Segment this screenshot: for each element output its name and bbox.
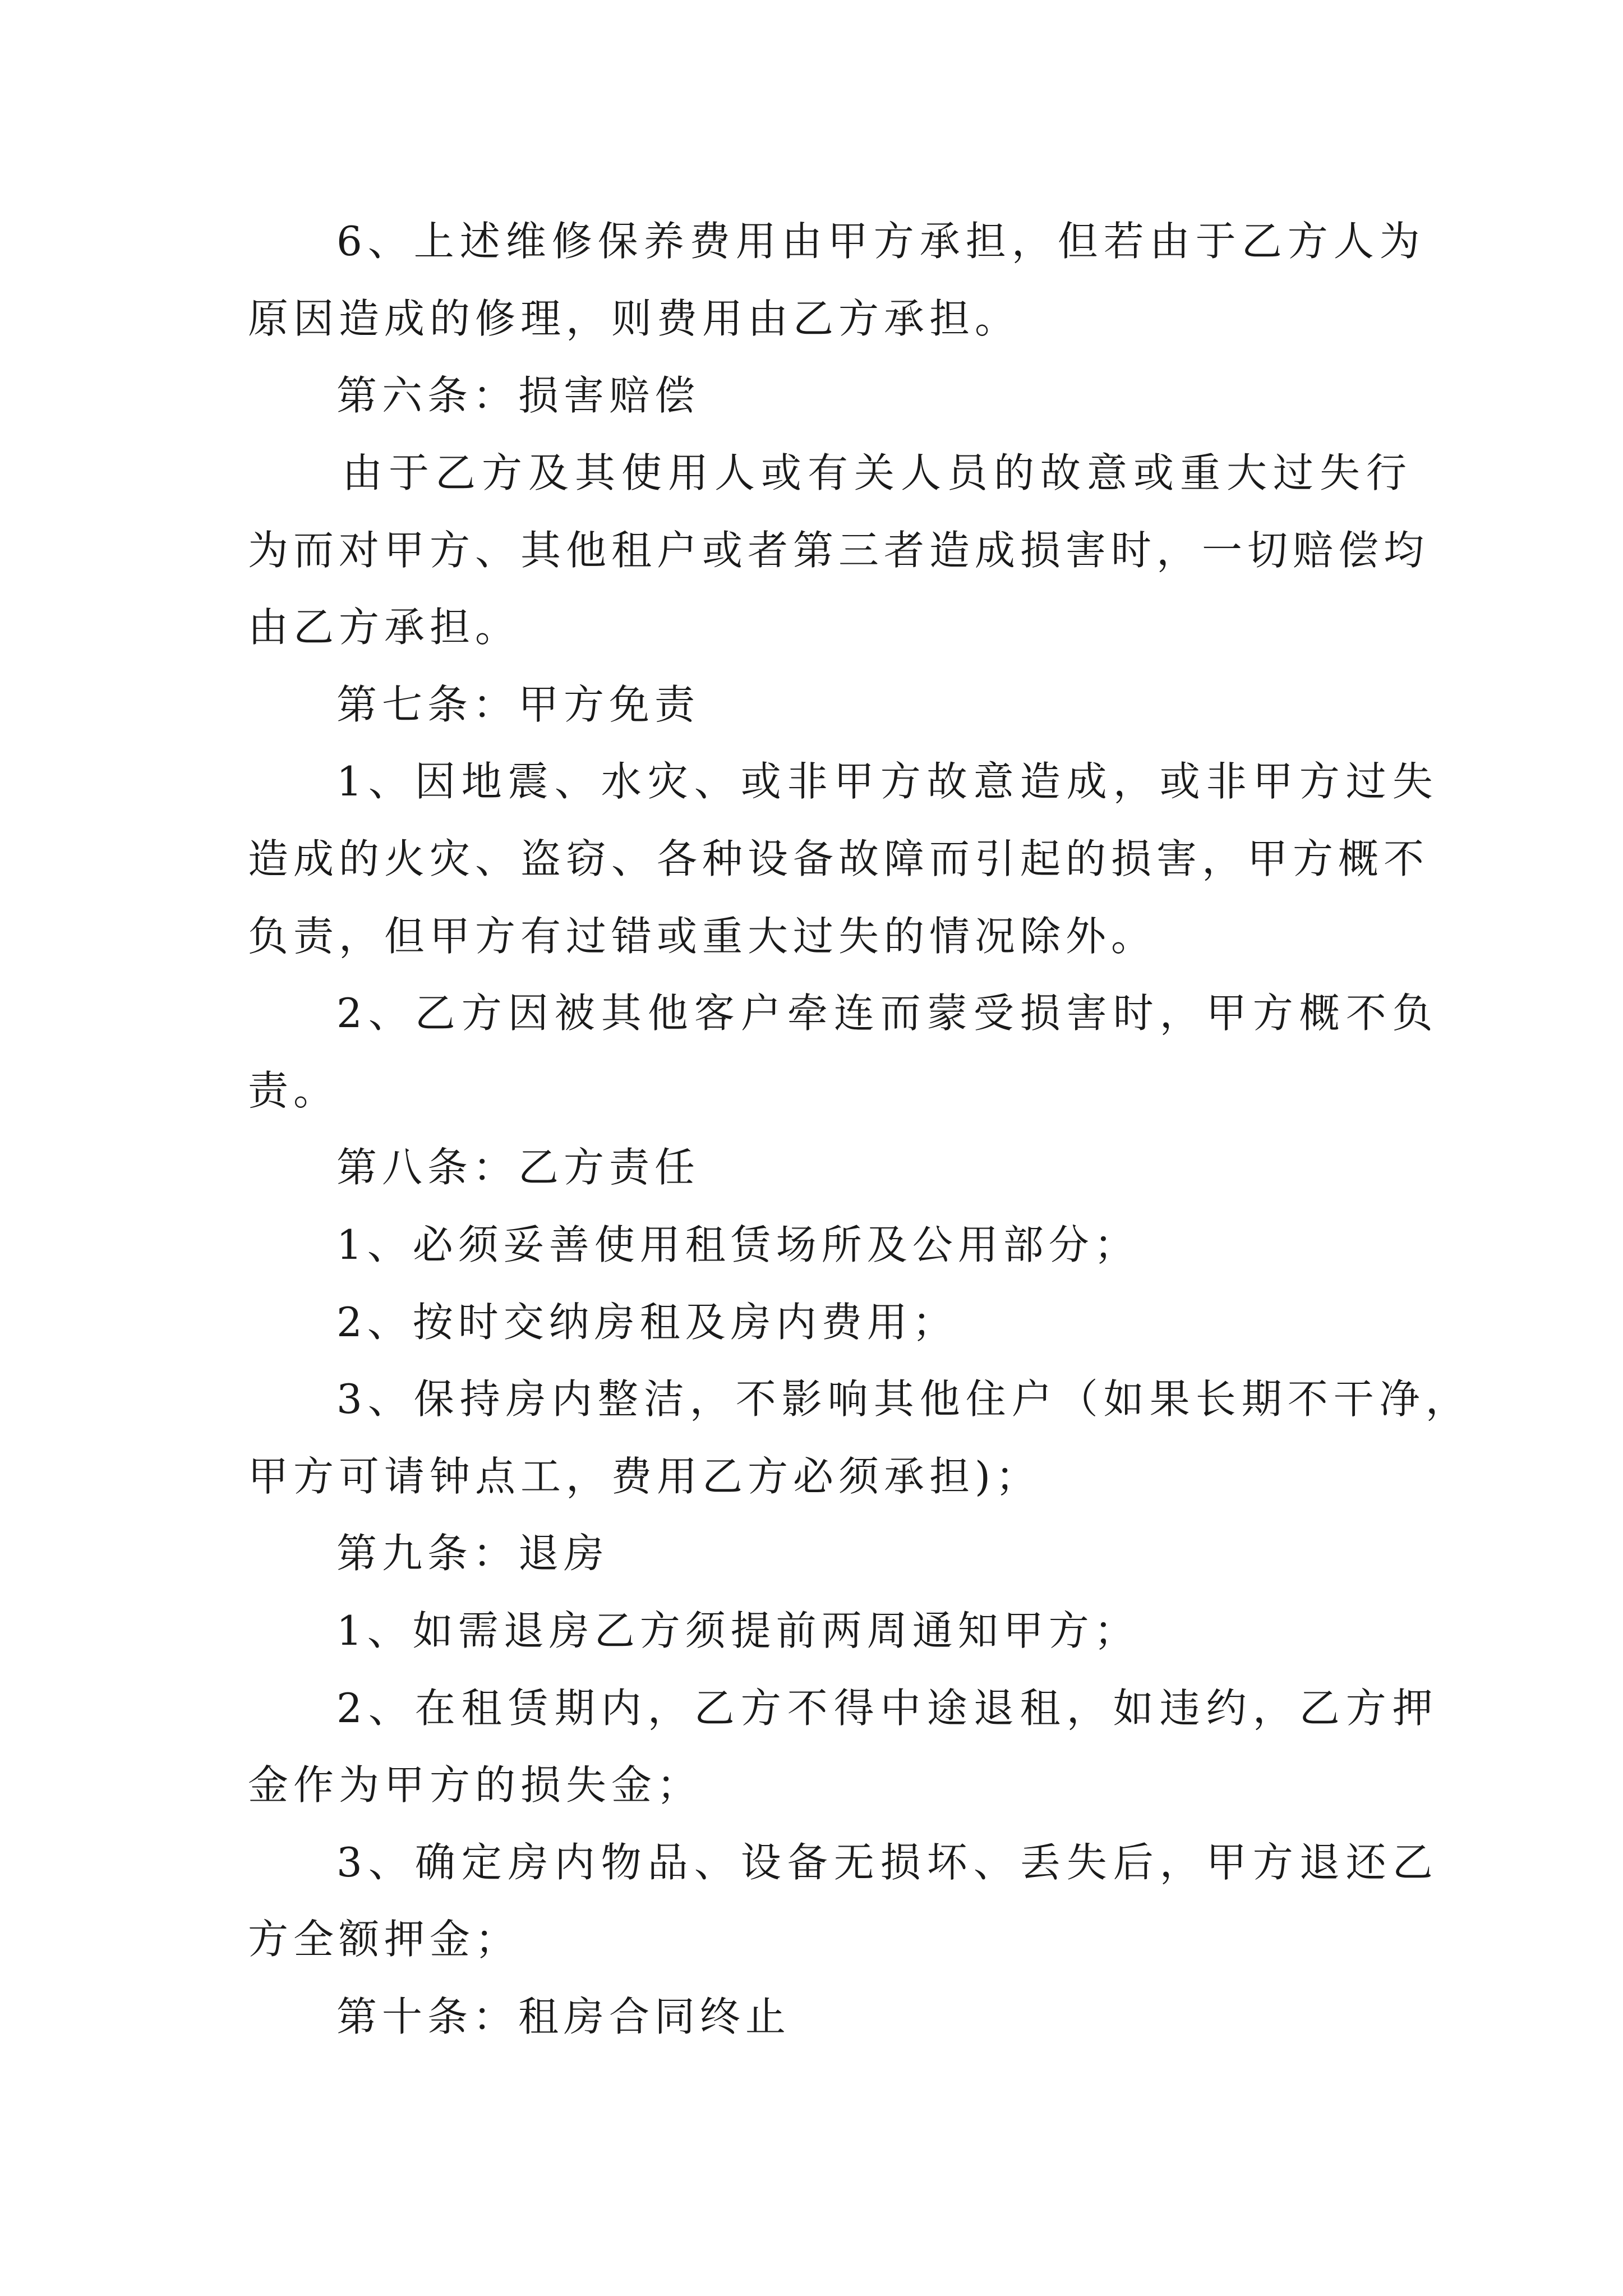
paragraph-line: 责。: [248, 1067, 339, 1114]
paragraph-line: 原因造成的修理，则费用由乙方承担。: [248, 295, 1021, 342]
paragraph-line: 1、必须妥善使用租赁场所及公用部分；: [336, 1221, 1140, 1268]
paragraph-line: 金作为甲方的损失金；: [248, 1761, 703, 1809]
paragraph-line: 2、乙方因被其他客户牵连而蒙受损害时，甲方概不负: [336, 990, 1439, 1037]
paragraph-line: 甲方可请钟点工，费用乙方必须承担)；: [248, 1453, 1041, 1500]
section-heading: 第十条：租房合同终止: [336, 1993, 791, 2040]
paragraph-line: 1、因地震、水灾、或非甲方故意造成，或非甲方过失: [336, 758, 1439, 805]
paragraph-line: 由乙方承担。: [248, 604, 521, 651]
section-heading: 第七条：甲方免责: [336, 681, 700, 728]
paragraph-line: 方全额押金；: [248, 1916, 521, 1963]
section-heading: 第九条：退房: [336, 1530, 610, 1577]
paragraph-line: 2、按时交纳房租及房内费用；: [336, 1299, 958, 1346]
section-heading: 第六条：损害赔偿: [336, 372, 700, 419]
section-heading: 第八条：乙方责任: [336, 1144, 700, 1191]
paragraph-line: 2、在租赁期内，乙方不得中途退租，如违约，乙方押: [336, 1685, 1439, 1732]
paragraph-line: 为而对甲方、其他租户或者第三者造成损害时，一切赔偿均: [248, 527, 1430, 574]
paragraph-line: 3、保持房内整洁，不影响其他住户（如果长期不干净，: [336, 1375, 1472, 1423]
paragraph-line: 6、上述维修保养费用由甲方承担，但若由于乙方人为: [336, 218, 1426, 265]
paragraph-line: 造成的火灾、盗窃、各种设备故障而引起的损害，甲方概不: [248, 835, 1430, 882]
paragraph-line: 1、如需退房乙方须提前两周通知甲方；: [336, 1607, 1140, 1654]
paragraph-line: 负责，但甲方有过错或重大过失的情况除外。: [248, 913, 1157, 960]
paragraph-line: 由于乙方及其使用人或有关人员的故意或重大过失行: [342, 449, 1413, 496]
paragraph-line: 3、确定房内物品、设备无损坏、丢失后，甲方退还乙: [336, 1839, 1439, 1886]
